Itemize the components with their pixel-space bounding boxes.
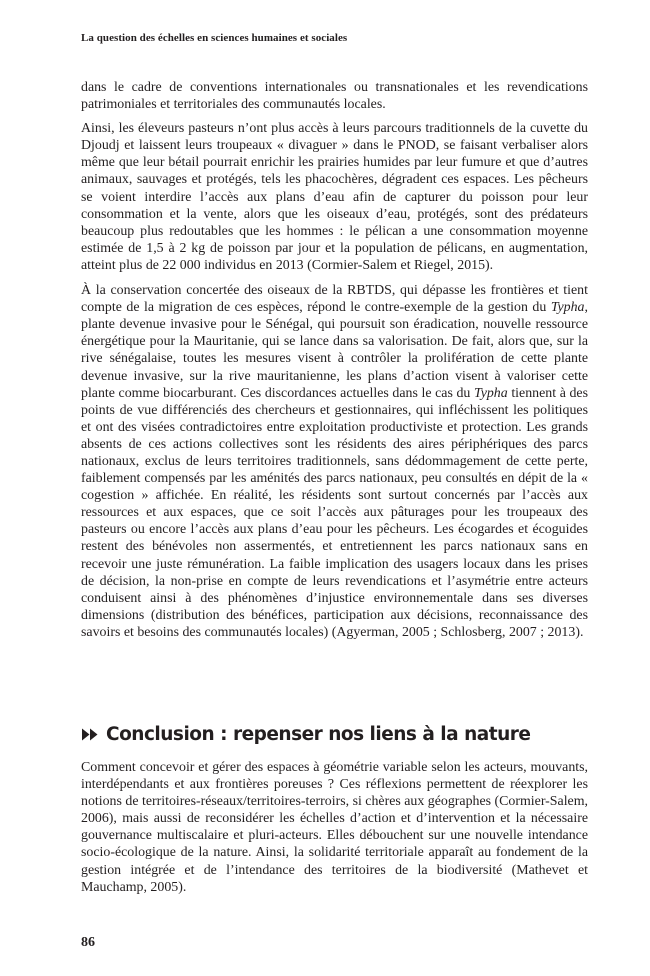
species-name-typha: Typha	[550, 300, 585, 316]
double-arrow-right-icon	[81, 728, 99, 741]
page-number: 86	[81, 935, 95, 950]
section-heading-label: Conclusion : repenser nos liens à la nature	[106, 724, 531, 745]
section-heading	[81, 724, 588, 745]
paragraph-3: À la conservation concertée des oiseaux de la RBTDS, qui dépasse les frontières et tient compte de la migration de ces espèces, répond le contre-exemple de la gestion du Typha, plante devenue invasive pour le Sénégal, qui poursuit son éradication, nouvelle ressource énergétique pour la Mauritanie, qui se lance dans sa valorisation. De fait, alors que, sur la rive sénégalaise, toutes les mesures visent à contrôler la prolifération de cette plante devenue invasive, sur la rive mauritanienne, les plans d’action visent à valoriser cette plante comme biocarburant. Ces discordances actuelles dans le cas du Typha tiennent à des points de vue différenciés des chercheurs et gestionnaires, qui infléchissent les politiques et ont des visées contradictoires entre exploitation productiviste et protection. Les grands absents de ces actions collectives sont les résidents des aires périphériques des parcs nationaux, exclus de leurs territoires traditionnels, sans dédommagement de cette perte, faiblement compensés par les aménités des parcs nationaux, peu consultés en dépit de la « cogestion » affichée. En réalité, les résidents sont surtout concernés par l’accès aux ressources et aux espaces, que ce soit l’accès aux pâturages pour les troupeaux des pasteurs ou encore l’accès aux plans d’eau pour les pêcheurs. Les écogardes et écoguides restent des bénévoles non assermentés, et entretiennent les parcs nationaux sans en recevoir une juste rémunération. La faible implication des usagers locaux dans les prises de décision, la non-prise en compte de leurs revendications et l’asymétrie entre acteurs conduisent ainsi à des phénomènes d’injustice environnementale dans ses diverses dimensions (distribution des bénéfices, participation aux décisions, reconnaissance des savoirs et besoins des communautés locales) (Agyerman, 2005 ; Schlosberg, 2007 ; 2013).	[81, 283, 588, 640]
body-text	[81, 79, 588, 649]
paragraph-1: dans le cadre de conventions internationales ou transnationales et les revendications patrimoniales et territoriales des communautés locales.	[81, 80, 588, 113]
paragraph-2: Ainsi, les éleveurs pasteurs n’ont plus accès à leurs parcours traditionnels de la cuvette du Djoudj et laissent leurs troupeaux « divaguer » dans le PNOD, se faisant verbaliser alors même que leur bétail pourrait enrichir les prairies humides par leur fumure et que d’autres animaux, sauvages et protégés, tels les phacochères, dégradent ces espaces. Les pêcheurs se voient interdire l’accès aux plans d’eau afin de capturer du poisson pour leur consommation et la vente, alors que les oiseaux d’eau, protégés, sont des prédateurs beaucoup plus redoutables que les hommes : le pélican a une consommation moyenne estimée de 1,5 à 2 kg de poisson par jour et la population de pélicans, en augmentation, atteint plus de 22 000 individus en 2013 (Cormier-Salem et Riegel, 2015).	[81, 121, 588, 273]
conclusion-section	[81, 724, 588, 896]
running-header: La question des échelles en sciences humaines et sociales	[81, 32, 348, 44]
conclusion-paragraph: Comment concevoir et gérer des espaces à géométrie variable selon les acteurs, mouvants, interdépendants et aux frontières poreuses ? Ces réflexions permettent de réexplorer les notions de territoires-réseaux/territoires-terroirs, si chères aux géographes (Cormier-Salem, 2006), mais aussi de reconsidérer les échelles d’action et d’intervention et la nécessaire gouvernance multiscalaire et pluri-acteurs. Elles débouchent sur une nouvelle intendance socio-écologique de la nature. Ainsi, la solidarité territoriale apparaît au fondement de la gestion intégrée et de l’intendance des territoires de la biodiversité (Mathevet et Mauchamp, 2005).	[81, 760, 588, 895]
species-name-typha: Typha	[474, 385, 508, 401]
